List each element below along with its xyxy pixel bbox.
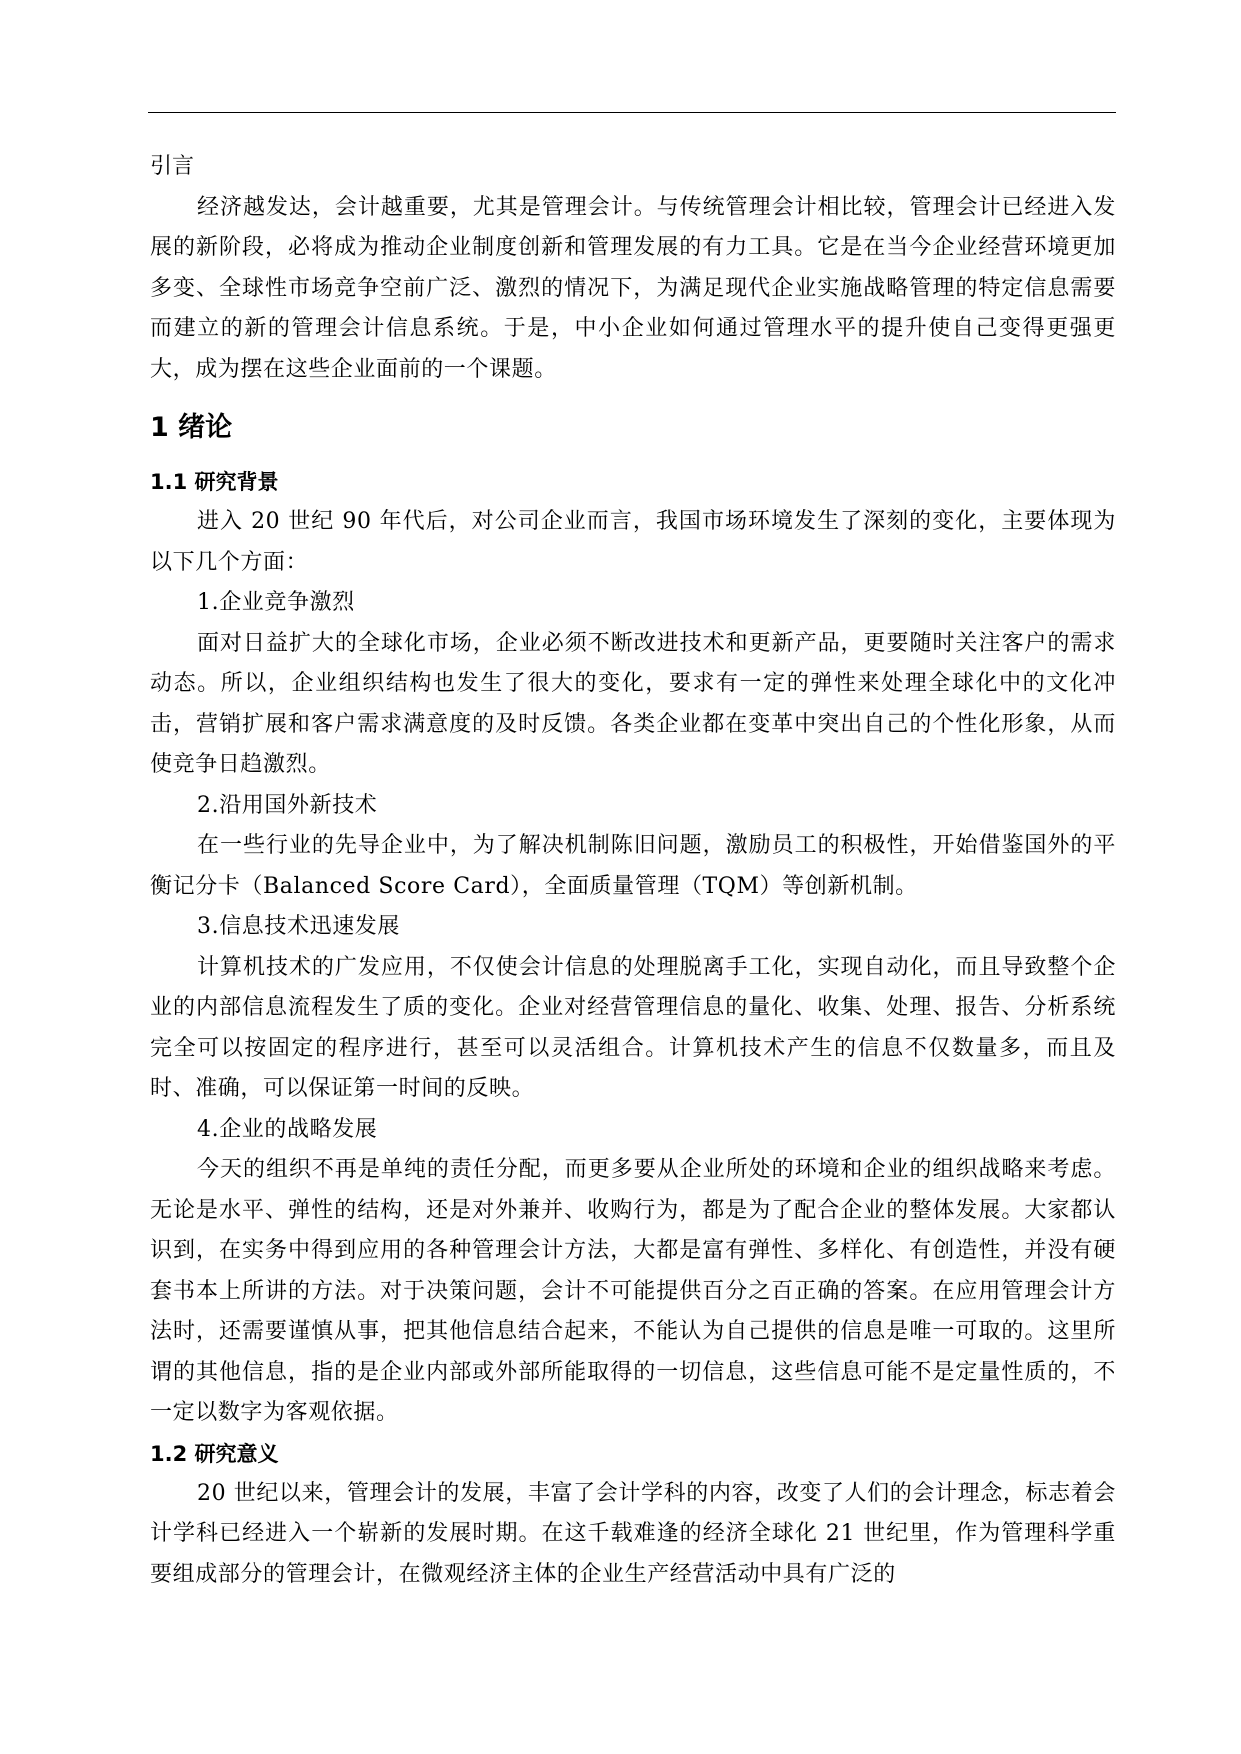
section-1-2-paragraph: 20 世纪以来，管理会计的发展，丰富了会计学科的内容，改变了人们的会计理念，标志着会计学科已经进入一个崭新的发展时期。在这千载难逢的经济全球化 21 世纪里，作为管理科学重要组成部分的管理会计，在微观经济主体的企业生产经营活动中具有广泛的 [150,1480,1116,1587]
intro-label: 引言 [150,154,195,179]
item-paragraph-1: 面对日益扩大的全球化市场，企业必须不断改进技术和更新产品，更要随时关注客户的需求动态。所以，企业组织结构也发生了很大的变化，要求有一定的弹性来处理全球化中的文化冲击，营销扩展和客户需求满意度的及时反馈。各类企业都在变革中突出自己的个性化形象，从而使竞争日趋激烈。 [150,630,1116,777]
section-title-1-2: 1.2 研究意义 [150,1441,279,1466]
item-heading-4: 4.企业的战略发展 [197,1116,378,1142]
page-content [150,147,1116,1595]
section-title-1-1: 1.1 研究背景 [150,470,279,494]
intro-paragraph: 经济越发达，会计越重要，尤其是管理会计。与传统管理会计相比较，管理会计已经进入发展的新阶段，必将成为推动企业制度创新和管理发展的有力工具。它是在当今企业经营环境更加多变、全球性市场竞争空前广泛、激烈的情况下，为满足现代企业实施战略管理的特定信息需要而建立的新的管理会计信息系统。于是，中小企业如何通过管理水平的提升使自己变得更强更大，成为摆在这些企业面前的一个课题。 [150,194,1116,382]
chapter-title: 1 绪论 [150,412,233,443]
item-paragraph-2: 在一些行业的先导企业中，为了解决机制陈旧问题，激励员工的积极性，开始借鉴国外的平衡记分卡（Balanced Score Card），全面质量管理（TQM）等创新机制。 [150,833,1116,899]
item-heading-2: 2.沿用国外新技术 [197,792,378,818]
section-intro-paragraph: 进入 20 世纪 90 年代后，对公司企业而言，我国市场环境发生了深刻的变化，主要体现为以下几个方面： [150,509,1116,575]
item-paragraph-3: 计算机技术的广发应用，不仅使会计信息的处理脱离手工化，实现自动化，而且导致整个企业的内部信息流程发生了质的变化。企业对经营管理信息的量化、收集、处理、报告、分析系统完全可以按固定的程序进行，甚至可以灵活组合。计算机技术产生的信息不仅数量多，而且及时、准确，可以保证第一时间的反映。 [150,954,1116,1101]
item-heading-3: 3.信息技术迅速发展 [197,914,400,939]
item-heading-1: 1.企业竞争激烈 [197,590,355,615]
item-paragraph-4: 今天的组织不再是单纯的责任分配，而更多要从企业所处的环境和企业的组织战略来考虑。无论是水平、弹性的结构，还是对外兼并、收购行为，都是为了配合企业的整体发展。大家都认识到，在实务中得到应用的各种管理会计方法，大都是富有弹性、多样化、有创造性，并没有硬套书本上所讲的方法。对于决策问题，会计不可能提供百分之百正确的答案。在应用管理会计方法时，还需要谨慎从事，把其他信息结合起来，不能认为自己提供的信息是唯一可取的。这里所谓的其他信息，指的是企业内部或外部所能取得的一切信息，这些信息可能不是定量性质的，不一定以数字为客观依据。 [150,1157,1116,1425]
header-rule [148,112,1116,113]
